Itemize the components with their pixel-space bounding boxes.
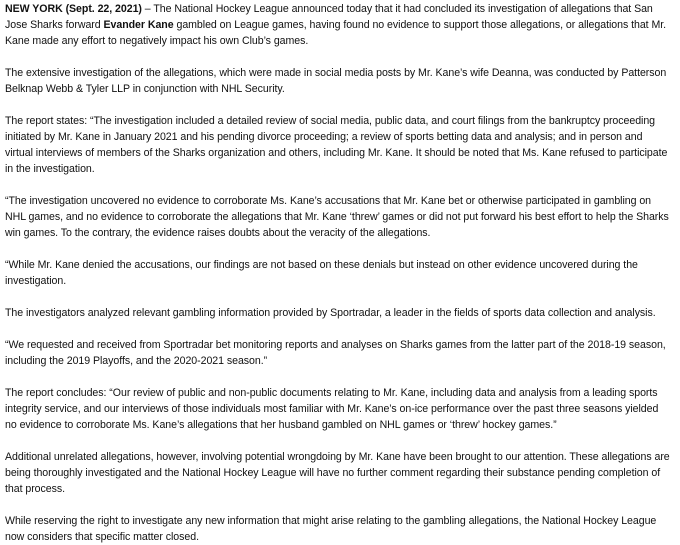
paragraph-intro (5, 1, 672, 49)
paragraph-denial: “While Mr. Kane denied the accusations, our findings are not based on these denials but instead on other evidence uncovered during the investigation. (5, 259, 638, 287)
dateline: NEW YORK (Sept. 22, 2021) (5, 3, 142, 15)
player-name: Evander Kane (103, 19, 174, 31)
paragraph-no-evidence: “The investigation uncovered no evidence to corroborate Ms. Kane’s accusations that Mr. Kane bet or otherwise participated in gambling on NHL games, and no evidence to corroborate the allegations that Mr. Kane ‘threw’ games or did not put forward his best effort to help the Sharks win games. To the contrary, the evidence raises doubts about the veracity of the allegations. (5, 195, 669, 239)
intro-text-lead: – The National Hockey League announced today that it had concluded its investigation of allegations that San Jose Sharks forward (5, 3, 653, 31)
paragraph-unrelated-allegations: Additional unrelated allegations, however, involving potential wrongdoing by Mr. Kane have been brought to our attention. These allegations are being thoroughly investigated and the National Hockey League will have no further comment regarding their substance pending completion of that process. (5, 451, 670, 495)
paragraph-matter-closed: While reserving the right to investigate any new information that might arise relating to the gambling allegations, the National Hockey League now considers that specific matter closed. (5, 515, 657, 543)
paragraph-report-concludes: The report concludes: “Our review of public and non-public documents relating to Mr. Kane, including data and analysis from a leading sports integrity service, and our interviews of those individuals most familiar with Mr. Kane’s on-ice performance over the past three seasons yielded no evidence to corroborate Ms. Kane’s allegations that her husband gambled on NHL games or ‘threw’ hockey games.” (5, 387, 659, 431)
paragraph-bet-monitoring: “We requested and received from Sportradar bet monitoring reports and analyses on Sharks games from the latter part of the 2018-19 season, including the 2019 Playoffs, and the 2020-2021 season.” (5, 339, 666, 367)
intro-text-rest: gambled on League games, having found no evidence to support those allegations, or allegations that Mr. Kane made any effort to negatively impact his own Club’s games. (5, 19, 667, 47)
paragraph-report-states: The report states: “The investigation included a detailed review of social media, public data, and court filings from the bankruptcy proceeding initiated by Mr. Kane in January 2021 and his pending divorce proceeding; a review of sports betting data and analysis; and in person and virtual interviews of members of the Sharks organization and others, including Mr. Kane. It should be noted that Ms. Kane refused to participate in the investigation. (5, 115, 668, 175)
paragraph-sportradar: The investigators analyzed relevant gambling information provided by Sportradar, a leader in the fields of sports data collection and analysis. (5, 307, 656, 319)
paragraph-investigation-overview: The extensive investigation of the allegations, which were made in social media posts by Mr. Kane’s wife Deanna, was conducted by Patterson Belknap Webb & Tyler LLP in conjunction with NHL Security. (5, 67, 667, 95)
